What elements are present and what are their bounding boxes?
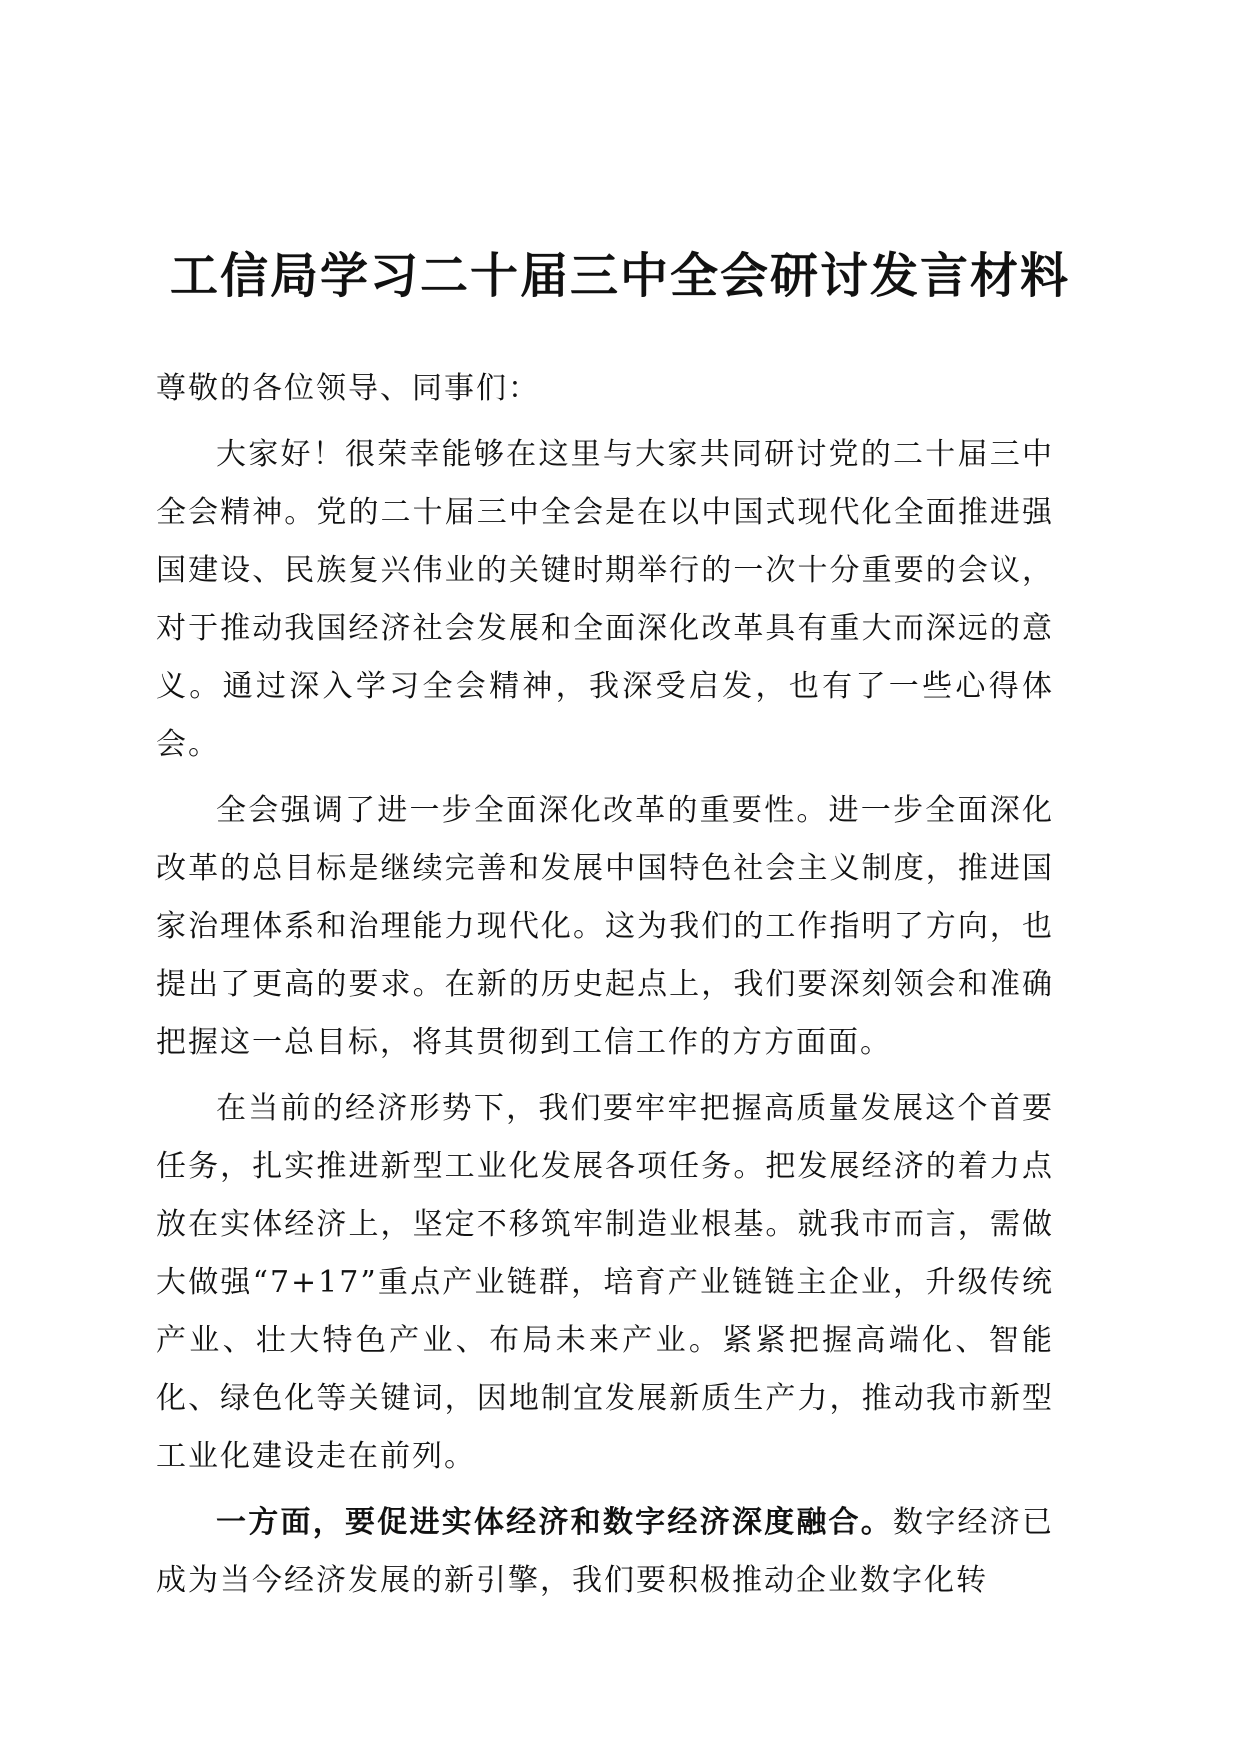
paragraph-4-lead: 一方面，要促进实体经济和数字经济深度融合。: [216, 1505, 894, 1540]
paragraph-1-text: 大家好！很荣幸能够在这里与大家共同研讨党的二十届三中全会精神。党的二十届三中全会是在以中国式现代化全面推进强国建设、民族复兴伟业的关键时期举行的一次十分重要的会议，对于推动我国经济社会发展和全面深化改革具有重大而深远的意义。通过深入学习全会精神，我深受启发，也有了一些心得体会。: [156, 437, 1054, 762]
paragraph-2-text: 全会强调了进一步全面深化改革的重要性。进一步全面深化改革的总目标是继续完善和发展中国特色社会主义制度，推进国家治理体系和治理能力现代化。这为我们的工作指明了方向，也提出了更高的要求。在新的历史起点上，我们要深刻领会和准确把握这一总目标，将其贯彻到工信工作的方方面面。: [156, 793, 1054, 1060]
salutation: 尊敬的各位领导、同事们：: [156, 371, 540, 406]
paragraph-4-text: 数字经济已成为当今经济发展的新引擎，我们要积极推动企业数字化转: [156, 1505, 1055, 1598]
document-body: [156, 360, 1054, 1618]
paragraph-3: [156, 1080, 1054, 1486]
document-title: 工信局学习二十届三中全会研讨发言材料: [169, 248, 1070, 304]
paragraph-4: [156, 1494, 1054, 1610]
paragraph-1: [156, 426, 1054, 774]
paragraph-2: [156, 782, 1054, 1072]
paragraph-3-text: 在当前的经济形势下，我们要牢牢把握高质量发展这个首要任务，扎实推进新型工业化发展各项任务。把发展经济的着力点放在实体经济上，坚定不移筑牢制造业根基。就我市而言，需做大做强“7+17”重点产业链群，培育产业链链主企业，升级传统产业、壮大特色产业、布局未来产业。紧紧把握高端化、智能化、绿色化等关键词，因地制宜发展新质生产力，推动我市新型工业化建设走在前列。: [156, 1091, 1054, 1474]
